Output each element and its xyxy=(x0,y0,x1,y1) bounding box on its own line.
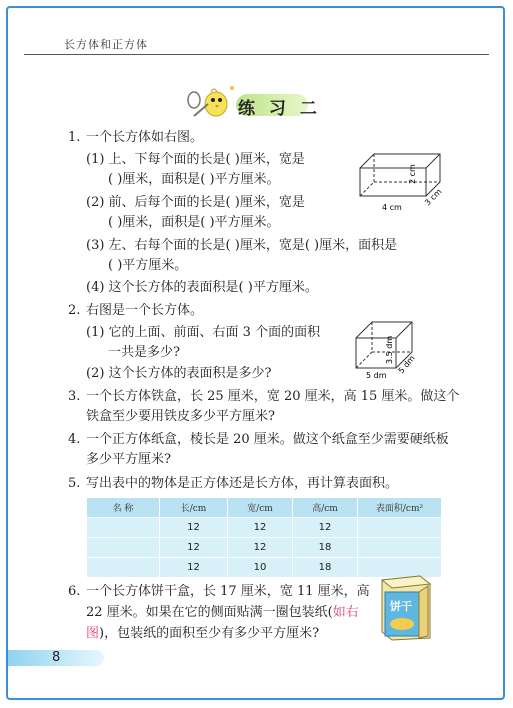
cell-name xyxy=(87,538,160,558)
q6-line3 xyxy=(86,624,319,644)
cell-width: 10 xyxy=(228,558,293,578)
q2-part1-line1: (1) 它的上面、前面、右面 3 个面的面积 xyxy=(86,325,321,340)
page-number: 8 xyxy=(52,650,61,665)
q1-part1-line2: ( )厘米，面积是( )平方厘米。 xyxy=(108,172,280,187)
q3-number: 3. xyxy=(68,389,81,404)
section-header: 长方体和正方体 xyxy=(64,38,148,51)
table-row xyxy=(87,518,442,538)
exercise-title-banner xyxy=(186,82,326,122)
col-header-height: 高/cm xyxy=(293,498,358,518)
q2-part1-line2: 一共是多少? xyxy=(108,345,180,360)
cell-surface-area xyxy=(358,518,442,538)
q1-fig-height: 2 cm xyxy=(408,164,417,184)
cell-width: 12 xyxy=(228,538,293,558)
q1-fig-width: 3 cm xyxy=(423,187,444,208)
q1-part2-line1: (2) 前、后每个面的长是( )厘米，宽是 xyxy=(86,195,305,210)
chick-mascot-icon xyxy=(186,82,236,122)
q6-number: 6. xyxy=(68,584,81,599)
q6-line3-ref: 图 xyxy=(86,626,100,641)
surface-area-table xyxy=(86,497,442,578)
table-header-row xyxy=(87,498,442,518)
q6-line3-text: )，包装纸的面积至少有多少平方厘米? xyxy=(99,626,320,641)
col-header-length: 长/cm xyxy=(160,498,228,518)
cell-name xyxy=(87,518,160,538)
cell-surface-area xyxy=(358,538,442,558)
q6-line1: 一个长方体饼干盒，长 17 厘米，宽 11 厘米，高 xyxy=(86,584,370,599)
q1-number: 1. xyxy=(68,130,81,145)
cell-name xyxy=(87,558,160,578)
biscuit-box-label: 饼干 xyxy=(390,600,412,613)
q2-number: 2. xyxy=(68,303,81,318)
header-divider xyxy=(24,54,489,55)
q2-fig-length: 5 dm xyxy=(366,371,387,380)
q3-line1: 一个长方体铁盒，长 25 厘米，宽 20 厘米，高 15 厘米。做这个 xyxy=(86,389,460,404)
q2-fig-width: 5 dm xyxy=(396,353,417,376)
cell-width: 12 xyxy=(228,518,293,538)
q1-part4: (4) 这个长方体的表面积是( )平方厘米。 xyxy=(86,280,318,295)
q5-number: 5. xyxy=(68,476,81,491)
q2-part2: (2) 这个长方体的表面积是多少? xyxy=(86,366,272,381)
q1-part1-line1: (1) 上、下每个面的长是( )厘米，宽是 xyxy=(86,152,305,167)
q6-line2 xyxy=(86,603,359,623)
q1-stem: 一个长方体如右图。 xyxy=(86,130,204,145)
q4-line2: 多少平方厘米? xyxy=(86,452,171,467)
q1-part3-line2: ( )平方厘米。 xyxy=(108,258,188,273)
q3-line2: 铁盒至少要用铁皮多少平方厘米? xyxy=(86,409,275,424)
q1-part3-line1: (3) 左、右每个面的长是( )厘米，宽是( )厘米，面积是 xyxy=(86,238,398,253)
table-row xyxy=(87,538,442,558)
q1-cuboid-figure xyxy=(352,148,452,218)
cell-length: 12 xyxy=(160,558,228,578)
exercise-title: 练 习 二 xyxy=(238,99,321,119)
biscuit-box-figure xyxy=(372,572,436,642)
cell-height: 18 xyxy=(293,538,358,558)
q6-line2-ref: 如右 xyxy=(332,605,359,620)
q2-cuboid-figure xyxy=(352,318,432,382)
q4-number: 4. xyxy=(68,432,81,447)
q2-fig-height: 3.5 dm xyxy=(385,335,394,364)
col-header-surface-area: 表面积/cm² xyxy=(358,498,442,518)
col-header-width: 宽/cm xyxy=(228,498,293,518)
q2-stem: 右图是一个长方体。 xyxy=(86,303,204,318)
q6-line2-text: 22 厘米。如果在它的侧面贴满一圈包装纸( xyxy=(86,605,333,620)
col-header-name: 名 称 xyxy=(87,498,160,518)
q1-fig-length: 4 cm xyxy=(382,203,402,212)
cell-length: 12 xyxy=(160,518,228,538)
cell-height: 12 xyxy=(293,518,358,538)
q4-line1: 一个正方体纸盒，棱长是 20 厘米。做这个纸盒至少需要硬纸板 xyxy=(86,432,449,447)
cell-length: 12 xyxy=(160,538,228,558)
q5-stem: 写出表中的物体是正方体还是长方体，再计算表面积。 xyxy=(86,476,399,491)
cell-height: 18 xyxy=(293,558,358,578)
q1-part2-line2: ( )厘米，面积是( )平方厘米。 xyxy=(108,215,280,230)
